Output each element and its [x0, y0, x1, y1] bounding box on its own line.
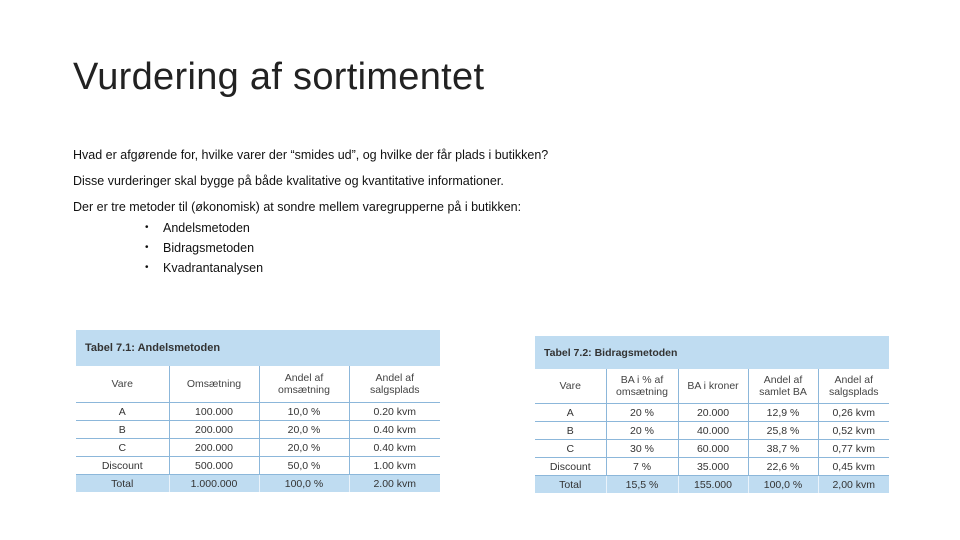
paragraph: Der er tre metoder til (økonomisk) at sondre mellem varegrupperne på i butikken: — [73, 200, 522, 214]
table-cell: Discount — [76, 457, 169, 475]
table-cell: Total — [76, 475, 169, 493]
table-cell: 2.00 kvm — [349, 475, 440, 493]
table-cell: 38,7 % — [748, 440, 818, 458]
method-list — [73, 218, 548, 278]
table-row — [535, 404, 889, 422]
table-cell: Total — [535, 476, 606, 494]
table-cell: 100,0 % — [748, 476, 818, 494]
list-item: • Andelsmetoden — [145, 218, 548, 238]
column-header: Vare — [76, 366, 169, 403]
table-bidragsmetoden — [535, 336, 889, 493]
table-cell: 1.000.000 — [169, 475, 259, 493]
paragraph: Hvad er afgørende for, hvilke varer der “smides ud”, og hvilke der får plads i butikken? — [73, 148, 549, 162]
table-cell: Discount — [535, 458, 606, 476]
table-cell: 100.000 — [169, 403, 259, 421]
table-cell: 200.000 — [169, 421, 259, 439]
table-row — [535, 440, 889, 458]
table-cell: 35.000 — [678, 458, 748, 476]
table-cell: 60.000 — [678, 440, 748, 458]
list-item: • Kvadrantanalysen — [145, 258, 548, 278]
table-cell: 20.000 — [678, 404, 748, 422]
table-cell: C — [535, 440, 606, 458]
table-cell: 12,9 % — [748, 404, 818, 422]
table-cell: 40.000 — [678, 422, 748, 440]
table-caption: Tabel 7.1: Andelsmetoden — [76, 330, 440, 366]
table-total-row — [535, 476, 889, 494]
table-cell: 0.40 kvm — [349, 421, 440, 439]
table-andelsmetoden — [76, 330, 440, 492]
table-cell: 0,77 kvm — [818, 440, 889, 458]
table-cell: 200.000 — [169, 439, 259, 457]
table-cell: 0,52 kvm — [818, 422, 889, 440]
column-header: Andel af omsætning — [259, 366, 349, 403]
column-header: Omsætning — [169, 366, 259, 403]
table-cell: 10,0 % — [259, 403, 349, 421]
table-cell: A — [535, 404, 606, 422]
table-total-row — [76, 475, 440, 493]
table-row — [76, 439, 440, 457]
column-header: Vare — [535, 369, 606, 404]
table-row — [535, 422, 889, 440]
table-cell: 7 % — [606, 458, 678, 476]
table-cell: 25,8 % — [748, 422, 818, 440]
table-cell: 100,0 % — [259, 475, 349, 493]
table-cell: B — [535, 422, 606, 440]
table-caption: Tabel 7.2: Bidragsmetoden — [535, 336, 889, 369]
table-cell: 0.40 kvm — [349, 439, 440, 457]
table-cell: 2,00 kvm — [818, 476, 889, 494]
table-cell: 15,5 % — [606, 476, 678, 494]
table-cell: 20,0 % — [259, 439, 349, 457]
column-header: Andel af salgsplads — [828, 374, 879, 398]
slide-title: Vurdering af sortimentet — [73, 56, 485, 98]
table-row — [76, 403, 440, 421]
table-cell: 50,0 % — [259, 457, 349, 475]
table-cell: 0.20 kvm — [349, 403, 440, 421]
paragraph: Disse vurderinger skal bygge på både kvalitative og kvantitative informationer. — [73, 174, 504, 188]
slide-body — [73, 148, 548, 278]
list-item: • Bidragsmetoden — [145, 238, 548, 258]
table-cell: 20,0 % — [259, 421, 349, 439]
table-cell: 22,6 % — [748, 458, 818, 476]
table-cell: 0,45 kvm — [818, 458, 889, 476]
table-cell: 30 % — [606, 440, 678, 458]
table-row — [76, 457, 440, 475]
table-cell: A — [76, 403, 169, 421]
table-row — [76, 421, 440, 439]
column-header: BA i % af omsætning — [606, 369, 678, 404]
table-cell: 1.00 kvm — [349, 457, 440, 475]
table-cell: 20 % — [606, 422, 678, 440]
table-row — [535, 458, 889, 476]
table-cell: 155.000 — [678, 476, 748, 494]
table-cell: 20 % — [606, 404, 678, 422]
table-cell: 0,26 kvm — [818, 404, 889, 422]
column-header: Andel af salgsplads — [369, 372, 420, 396]
table-cell: B — [76, 421, 169, 439]
table-cell: 500.000 — [169, 457, 259, 475]
table-cell: C — [76, 439, 169, 457]
column-header: BA i kroner — [678, 369, 748, 404]
column-header: Andel af samlet BA — [748, 369, 818, 404]
